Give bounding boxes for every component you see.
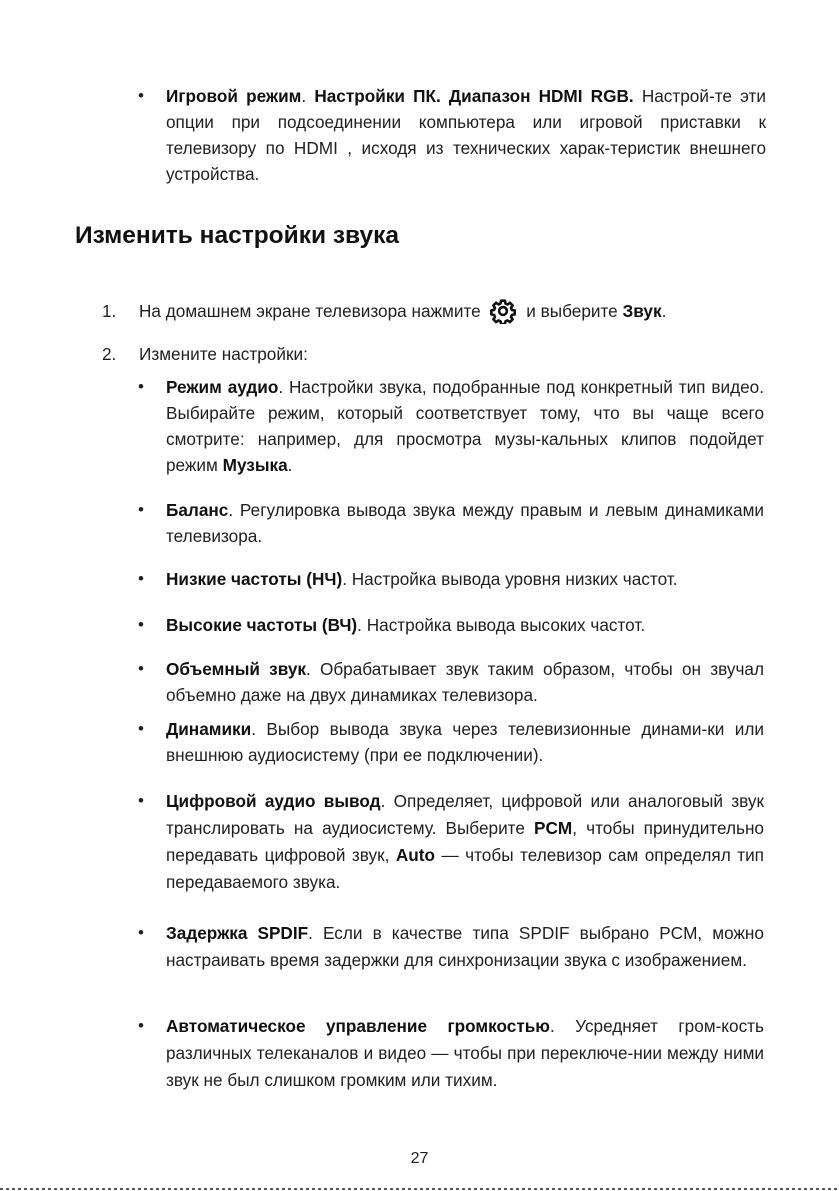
bold-term: Высокие частоты (ВЧ) (166, 615, 358, 635)
bullet-marker: • (138, 719, 144, 738)
text: , чтобы принудительно передавать цифровой звук, (166, 818, 764, 865)
bold-term: Динамики (166, 719, 252, 739)
bold-term: Баланс (166, 500, 229, 520)
step-number: 2. (102, 344, 117, 364)
bullet-marker: • (138, 791, 144, 810)
bold-term: Игровой режим (166, 86, 302, 106)
text: . Настройки звука, подобранные под конкретный тип видео. Выбирайте режим, который соответствует тому, что вы чаще всего смотрите: например, для просмотра музы-кальных клипов подойдет режим (166, 377, 764, 475)
list-item (166, 1013, 764, 1094)
page-number: 27 (410, 1150, 429, 1167)
bold-term: Объемный звук (166, 659, 306, 679)
list-item (166, 612, 645, 638)
bullet-marker: • (138, 1016, 144, 1035)
text: . (287, 455, 293, 475)
step-2-text: Измените настройки: (139, 344, 308, 364)
bold-term: Задержка SPDIF (166, 923, 309, 943)
text: . Обрабатывает звук таким образом, чтобы он звучал объемно даже на двух динамиках телевизора. (166, 659, 764, 705)
list-item (166, 497, 764, 549)
bullet-marker: • (138, 615, 144, 634)
text: . Усредняет гром-кость различных телеканалов и видео — чтобы при переключе-нии между ними звук не был слишком громким или тихим. (166, 1016, 764, 1090)
bold-term: Режим аудио (166, 377, 279, 397)
bold-term: Auto (395, 845, 436, 865)
list-item (166, 920, 764, 974)
section-heading: Изменить настройки звука (75, 222, 399, 249)
bullet-marker: • (138, 923, 144, 942)
bullet-marker: • (138, 659, 144, 678)
bold-term: Звук (622, 301, 662, 321)
bold-term: PCM (534, 818, 573, 838)
step-number: 1. (102, 301, 117, 321)
bold-term: Настройки ПК. Диапазон HDMI RGB. (314, 86, 634, 106)
intro-bullet-text (166, 83, 766, 187)
list-item (166, 566, 678, 592)
text: . Выбор вывода звука через телевизионные динами-ки или внешнюю аудиосистему (при ее подключении). (166, 719, 764, 765)
text: На домашнем экране телевизора нажмите (139, 301, 481, 321)
list-item (166, 788, 764, 896)
gear-icon (489, 298, 517, 324)
list-item (166, 716, 764, 768)
text: . Если в качестве типа SPDIF выбрано PCM, можно настраивать время задержки для синхронизации звука с изображением. (166, 923, 764, 970)
text: . Регулировка вывода звука между правым и левым динамиками телевизора. (166, 500, 764, 546)
text: Настрой-те эти опции при подсоединении компьютера или игровой приставки к телевизору по HDMI , исходя из технических харак-теристик внешнего устройства. (166, 86, 766, 184)
bullet-marker: • (138, 377, 144, 396)
text: . Настройка вывода высоких частот. (357, 615, 646, 635)
list-item (166, 656, 764, 708)
bullet-marker: • (138, 86, 144, 105)
bold-term: Низкие частоты (НЧ) (166, 569, 343, 589)
text: . (301, 86, 315, 106)
bold-term: Цифровой аудио вывод (166, 791, 381, 811)
bold-term: Автоматическое управление громкостью (166, 1016, 550, 1036)
text: . Определяет, цифровой или аналоговый звук транслировать на аудиосистему. Выберите (166, 791, 764, 838)
page-edge (0, 1188, 839, 1190)
bold-term: Музыка (222, 455, 288, 475)
text: . (661, 301, 667, 321)
bullet-marker: • (138, 500, 144, 519)
text: — чтобы телевизор сам определял тип передаваемого звука. (166, 845, 764, 892)
bullet-marker: • (138, 569, 144, 588)
text: и выберите (526, 301, 618, 321)
text: . Настройка вывода уровня низких частот. (342, 569, 678, 589)
step-1-text (139, 298, 769, 324)
list-item (166, 374, 764, 478)
